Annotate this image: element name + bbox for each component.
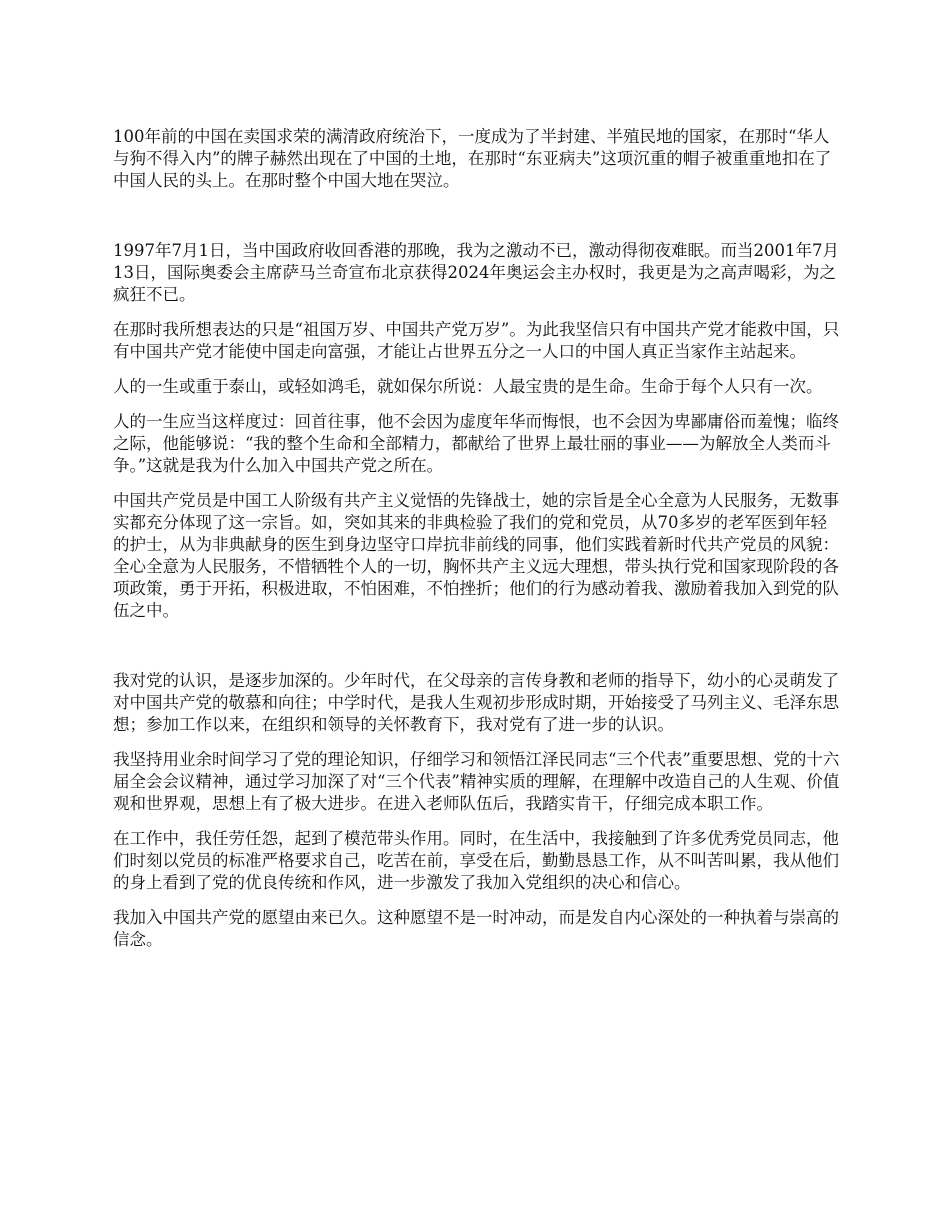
paragraph-4: 人的一生或重于泰山，或轻如鸿毛，就如保尔所说：人最宝贵的是生命。生命于每个人只有一次。 <box>113 377 823 396</box>
paragraph-6: 中国共产党员是中国工人阶级有共产主义觉悟的先锋战士，她的宗旨是全心全意为人民服务，无数事实都充分体现了这一宗旨。如，突如其来的非典检验了我们的党和党员，从70多岁的老军医到年轻的护士，从为非典献身的医生到身边坚守口岸抗非前线的同事，他们实践着新时代共产党员的风貌：全心全意为人民服务，不惜牺牲个人的一切，胸怀共产主义远大理想，带头执行党和国家现阶段的各项政策，勇于开拓，积极进取，不怕困难，不怕挫折；他们的行为感动着我、激励着我加入到党的队伍之中。 <box>113 491 839 620</box>
paragraph-2: 1997年7月1日，当中国政府收回香港的那晚，我为之激动不已，激动得彻夜难眠。而当2001年7月13日，国际奥委会主席萨马兰奇宣布北京获得2024年奥运会主办权时，我更是为之高声喝彩，为之疯狂不已。 <box>113 241 839 304</box>
paragraph-3: 在那时我所想表达的只是“祖国万岁、中国共产党万岁”。为此我坚信只有中国共产党才能救中国，只有中国共产党才能使中国走向富强，才能让占世界五分之一人口的中国人真正当家作主站起来。 <box>113 320 840 361</box>
paragraph-10: 我加入中国共产党的愿望由来已久。这种愿望不是一时冲动，而是发自内心深处的一种执着与崇高的信念。 <box>113 908 839 949</box>
paragraph-9: 在工作中，我任劳任怨，起到了模范带头作用。同时，在生活中，我接触到了许多优秀党员同志，他们时刻以党员的标准严格要求自己，吃苦在前，享受在后，勤勤恳恳工作，从不叫苦叫累，我从他们的身上看到了党的优良传统和作风，进一步激发了我加入党组织的决心和信心。 <box>113 829 839 892</box>
paragraph-5: 人的一生应当这样度过：回首往事，他不会因为虚度年华而悔恨，也不会因为卑鄙庸俗而羞愧；临终之际，他能够说：“我的整个生命和全部精力，都献给了世界上最壮丽的事业——为解放全人类而斗争。”这就是我为什么加入中国共产党之所在。 <box>113 412 839 475</box>
paragraph-1: 100年前的中国在卖国求荣的满清政府统治下，一度成为了半封建、半殖民地的国家，在那时“华人与狗不得入内”的牌子赫然出现在了中国的土地，在那时“东亚病夫”这项沉重的帽子被重重地扣在了中国人民的头上。在那时整个中国大地在哭泣。 <box>113 127 832 190</box>
paragraph-7: 我对党的认识，是逐步加深的。少年时代，在父母亲的言传身教和老师的指导下，幼小的心灵萌发了对中国共产党的敬慕和向往；中学时代，是我人生观初步形成时期，开始接受了马列主义、毛泽东思想；参加工作以来，在组织和领导的关怀教育下，我对党有了进一步的认识。 <box>113 671 839 734</box>
paragraph-8: 我坚持用业余时间学习了党的理论知识，仔细学习和领悟江泽民同志“三个代表”重要思想、党的十六届全会会议精神，通过学习加深了对“三个代表”精神实质的理解，在理解中改造自己的人生观、价值观和世界观，思想上有了极大进步。在进入老师队伍后，我踏实肯干，仔细完成本职工作。 <box>113 750 840 813</box>
document-body <box>113 126 843 964</box>
